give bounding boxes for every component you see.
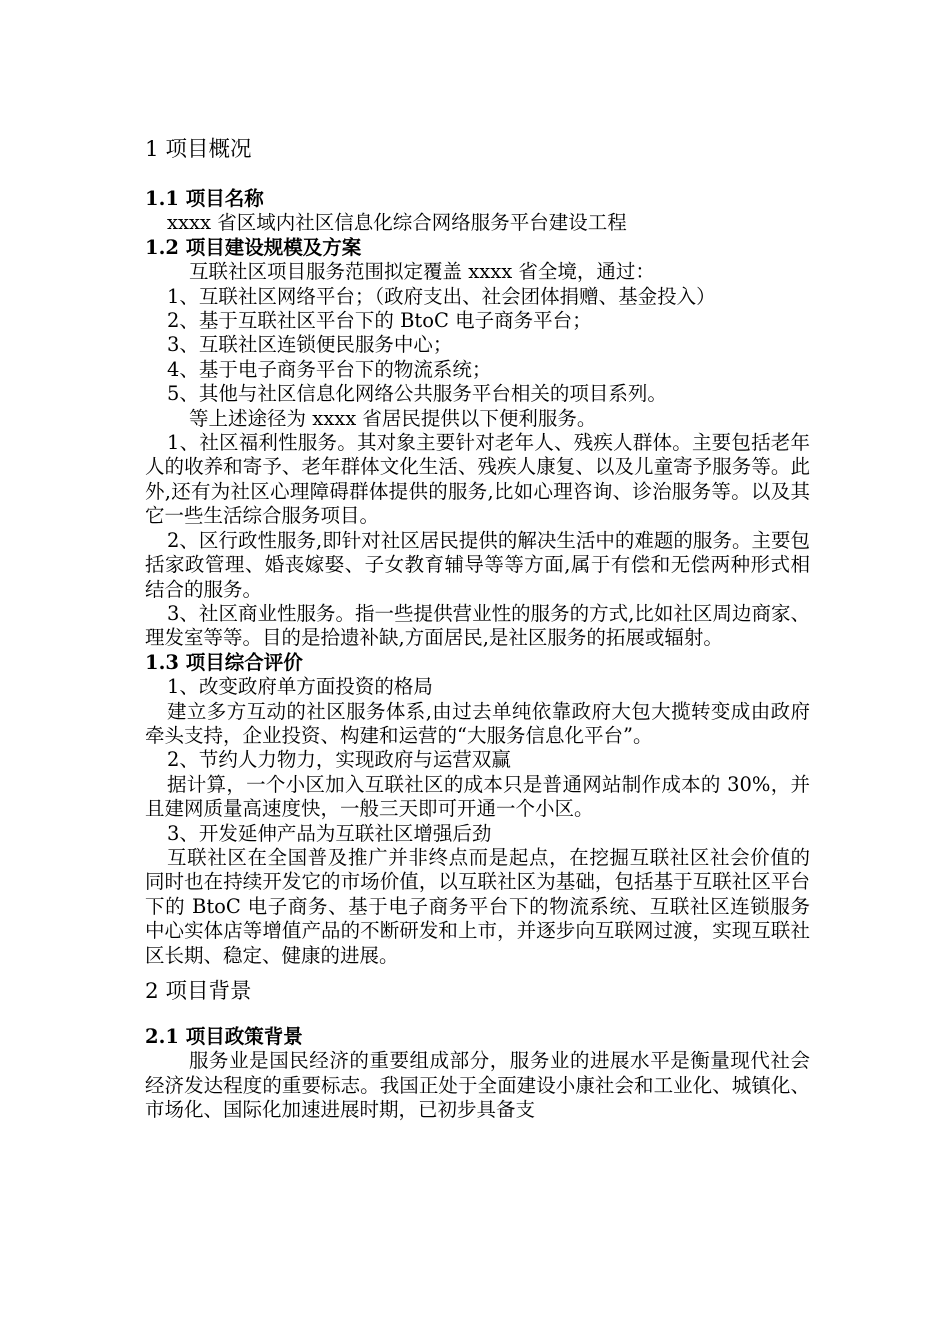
service-paragraph: 3、社区商业性服务。指一些提供营业性的服务的方式,比如社区周边商家、理发室等等。目的是拾遗补缺,方面居民,是社区服务的拓展或辐射。 bbox=[145, 601, 810, 650]
section-1-3-heading: 1.3 项目综合评价 bbox=[145, 650, 303, 674]
scope-item: 3、互联社区连锁便民服务中心； bbox=[167, 333, 453, 357]
section-2-1-heading: 2.1 项目政策背景 bbox=[145, 1025, 303, 1048]
evaluation-point-title: 3、开发延伸产品为互联社区增强后劲 bbox=[167, 821, 492, 845]
section-1-heading: 1 项目概况 bbox=[145, 137, 252, 162]
evaluation-point-body: 据计算，一个小区加入互联社区的成本只是普通网站制作成本的 30%，并且建网质量高速度快，一般三天即可开通一个小区。 bbox=[145, 772, 810, 821]
evaluation-point-title: 1、改变政府单方面投资的格局 bbox=[167, 675, 433, 699]
evaluation-point-body: 建立多方互动的社区服务体系,由过去单纯依靠政府大包大揽转变成由政府牵头支持，企业投资、构建和运营的“大服务信息化平台”。 bbox=[145, 699, 810, 747]
section-1-1-heading: 1.1 项目名称 bbox=[145, 187, 264, 210]
service-paragraph: 2、区行政性服务,即针对社区居民提供的解决生活中的难题的服务。主要包括家政管理、婚丧嫁娶、子女教育辅导等等方面,属于有偿和无偿两种形式相结合的服务。 bbox=[145, 528, 810, 601]
project-name-text: xxxx 省区域内社区信息化综合网络服务平台建设工程 bbox=[167, 211, 627, 235]
section-1-2-heading: 1.2 项目建设规模及方案 bbox=[145, 235, 362, 259]
services-intro-text: 等上述途径为 xxxx 省居民提供以下便利服务。 bbox=[189, 406, 597, 430]
policy-background-text: 服务业是国民经济的重要组成部分，服务业的进展水平是衡量现代社会经济发达程度的重要标志。我国正处于全面建设小康社会和工业化、城镇化、市场化、国际化加速进展时期，已初步具备支 bbox=[145, 1049, 810, 1122]
service-paragraph: 1、社区福利性服务。其对象主要针对老年人、残疾人群体。主要包括老年人的收养和寄予、老年群体文化生活、残疾人康复、以及儿童寄予服务等。此外,还有为社区心理障碍群体提供的服务,比如心理咨询、诊治服务等。以及其它一些生活综合服务项目。 bbox=[145, 431, 810, 528]
scope-intro-text: 互联社区项目服务范围拟定覆盖 xxxx 省全境，通过： bbox=[189, 260, 655, 284]
evaluation-point-body: 互联社区在全国普及推广并非终点而是起点，在挖掘互联社区社会价值的同时也在持续开发它的市场价值，以互联社区为基础，包括基于互联社区平台下的 BtoC 电子商务、基于电子商务平台下的物流系统、互联社区连锁服务中心实体店等增值产品的不断研发和上市，并逐步向互联网过渡，实现互联社区长期、稳定、健康的进展。 bbox=[145, 845, 810, 967]
section-2-heading: 2 项目背景 bbox=[145, 979, 252, 1004]
document-body bbox=[145, 136, 810, 1123]
scope-item: 4、基于电子商务平台下的物流系统； bbox=[167, 357, 492, 381]
scope-item: 2、基于互联社区平台下的 BtoC 电子商务平台； bbox=[167, 309, 592, 333]
scope-item: 1、互联社区网络平台；（政府支出、社会团体捐赠、基金投入） bbox=[167, 284, 716, 308]
scope-item: 5、其他与社区信息化网络公共服务平台相关的项目系列。 bbox=[167, 382, 667, 406]
evaluation-point-title: 2、节约人力物力，实现政府与运营双赢 bbox=[167, 748, 511, 772]
